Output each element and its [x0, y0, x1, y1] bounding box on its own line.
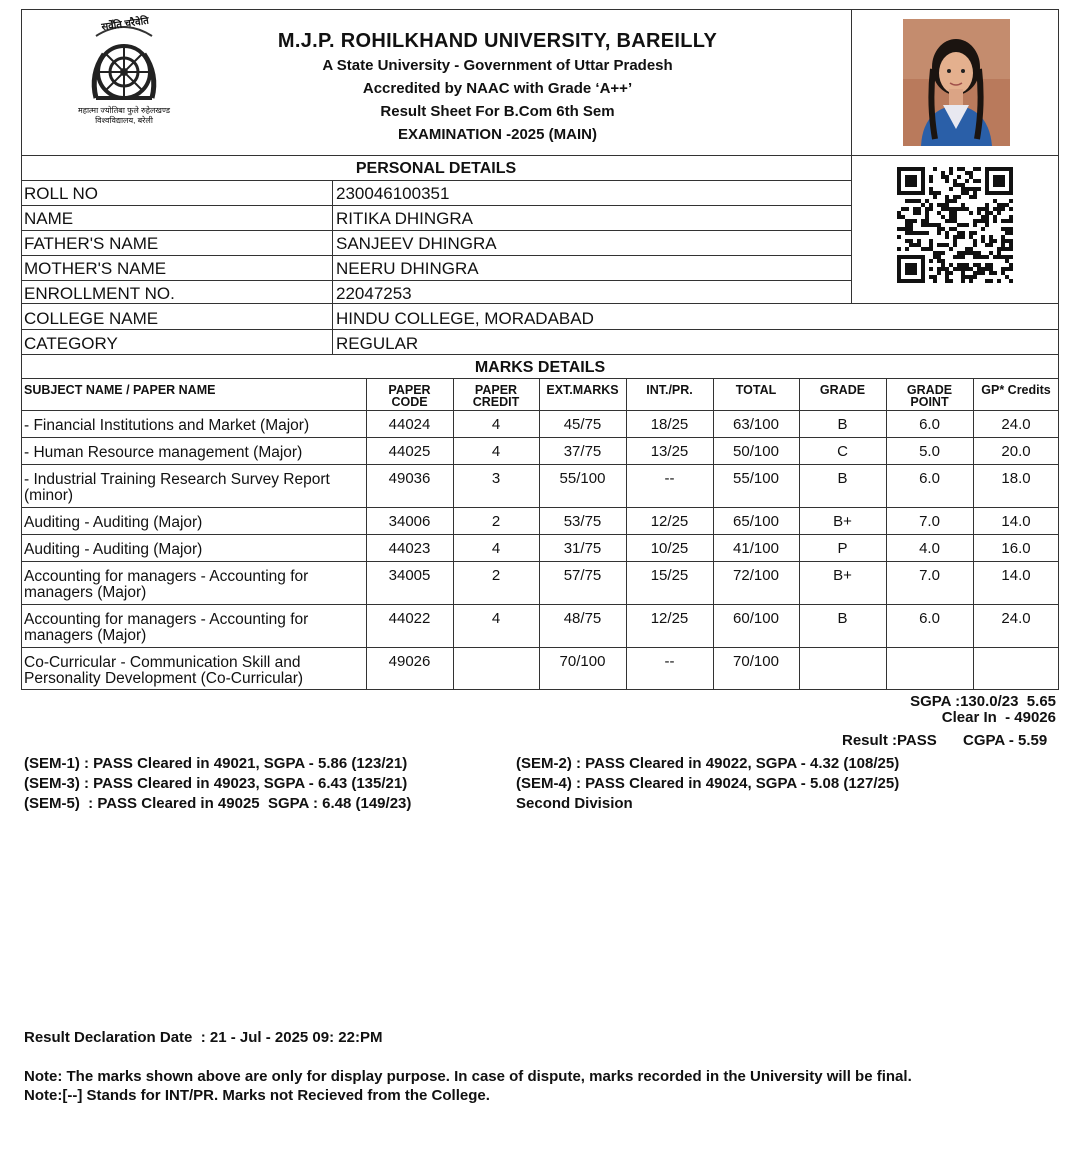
table-cell-ext: 53/75	[563, 513, 602, 530]
table-cell-code: 49036	[388, 470, 431, 487]
table-cell-grade: P	[837, 540, 848, 557]
table-cell-grade: B	[837, 470, 848, 487]
table-cell-grade: B	[837, 416, 848, 433]
logo-text-bottom: महात्मा ज्योतिबा फुले रुहेलखण्ड विश्वविद्यालय, बरेली	[77, 106, 171, 125]
result-status: Result :PASS	[842, 732, 937, 749]
table-cell-int: 10/25	[650, 540, 689, 557]
label-category: CATEGORY	[24, 334, 118, 353]
student-photo	[903, 19, 1010, 146]
value-father-name: SANJEEV DHINGRA	[336, 234, 497, 253]
table-cell-grade-point: 6.0	[919, 470, 940, 487]
table-row-subject: Accounting for managers - Accounting for managers (Major)	[24, 568, 309, 601]
table-cell-int: 12/25	[650, 610, 689, 627]
value-college-name: HINDU COLLEGE, MORADABAD	[336, 309, 594, 328]
sem-5-result: (SEM-5) : PASS Cleared in 49025 SGPA : 6.48 (149/23)	[24, 795, 412, 812]
table-cell-total: 55/100	[733, 470, 779, 487]
header-paper-code-1: PAPER	[388, 383, 431, 397]
table-cell-total: 72/100	[733, 567, 779, 584]
table-row-subject: Auditing - Auditing (Major)	[24, 541, 203, 558]
table-cell-credit: 4	[491, 610, 501, 627]
label-roll-no: ROLL NO	[24, 184, 99, 203]
table-cell-ext: 48/75	[563, 610, 602, 627]
table-cell-credit: 4	[491, 540, 501, 557]
label-father-name: FATHER'S NAME	[24, 234, 159, 253]
table-cell-grade: B+	[833, 513, 852, 530]
header-paper-credit-2: CREDIT	[472, 395, 520, 409]
table-cell-credit: 4	[491, 416, 501, 433]
value-roll-no: 230046100351	[336, 184, 450, 203]
value-name: RITIKA DHINGRA	[336, 209, 473, 228]
personal-details-title: PERSONAL DETAILS	[355, 160, 517, 177]
table-row-subject: - Financial Institutions and Market (Major)	[24, 417, 310, 434]
table-cell-int: --	[664, 653, 675, 670]
table-cell-total: 63/100	[733, 416, 779, 433]
result-sheet-title: Result Sheet For B.Com 6th Sem	[380, 103, 615, 120]
table-cell-int: 15/25	[650, 567, 689, 584]
table-cell-grade-point: 6.0	[919, 416, 940, 433]
header-grade-point-2: POINT	[910, 395, 949, 409]
header-paper-credit-1: PAPER	[474, 383, 518, 397]
table-cell-int: --	[664, 470, 675, 487]
table-row-subject: - Industrial Training Research Survey Report (minor)	[24, 471, 330, 504]
table-cell-int: 12/25	[650, 513, 689, 530]
table-cell-total: 50/100	[733, 443, 779, 460]
table-cell-grade-point: 7.0	[919, 567, 940, 584]
table-row-subject: Accounting for managers - Accounting for managers (Major)	[24, 611, 309, 644]
table-cell-total: 60/100	[733, 610, 779, 627]
header-photo-divider	[851, 9, 852, 156]
university-subtitle: A State University - Government of Uttar Pradesh	[322, 57, 673, 74]
sem-3-result: (SEM-3) : PASS Cleared in 49023, SGPA - 6.43 (135/21)	[24, 775, 408, 792]
table-cell-gp-credits: 20.0	[1001, 443, 1031, 460]
university-logo	[66, 14, 182, 132]
cgpa-value: CGPA - 5.59	[963, 732, 1048, 749]
table-cell-gp-credits: 18.0	[1001, 470, 1031, 487]
table-cell-int: 13/25	[650, 443, 689, 460]
table-cell-ext: 55/100	[559, 470, 606, 487]
table-cell-int: 18/25	[650, 416, 689, 433]
table-cell-grade-point: 4.0	[919, 540, 940, 557]
sem-1-result: (SEM-1) : PASS Cleared in 49021, SGPA - 5.86 (123/21)	[24, 755, 408, 772]
table-cell-ext: 37/75	[563, 443, 602, 460]
clear-in: Clear In - 49026	[941, 709, 1056, 726]
table-row-subject: Auditing - Auditing (Major)	[24, 514, 203, 531]
table-cell-gp-credits: 24.0	[1001, 416, 1031, 433]
header-subject: SUBJECT NAME / PAPER NAME	[24, 383, 216, 397]
table-cell-ext: 31/75	[563, 540, 602, 557]
table-cell-gp-credits: 24.0	[1001, 610, 1031, 627]
table-cell-gp-credits: 16.0	[1001, 540, 1031, 557]
header-grade-point-1: GRADE	[906, 383, 953, 397]
division: Second Division	[516, 795, 633, 812]
table-cell-credit: 2	[491, 513, 501, 530]
table-cell-total: 41/100	[733, 540, 779, 557]
header-int-pr: INT./PR.	[646, 383, 693, 397]
note-int-pr: Note:[--] Stands for INT/PR. Marks not Recieved from the College.	[24, 1087, 490, 1104]
table-cell-code: 49026	[388, 653, 431, 670]
label-college-name: COLLEGE NAME	[24, 309, 159, 328]
table-cell-gp-credits: 14.0	[1001, 513, 1031, 530]
header-paper-code-2: CODE	[391, 395, 428, 409]
sem-4-result: (SEM-4) : PASS Cleared in 49024, SGPA - 5.08 (127/25)	[516, 775, 900, 792]
table-cell-grade-point: 5.0	[919, 443, 940, 460]
table-cell-grade-point: 6.0	[919, 610, 940, 627]
marks-details-title: MARKS DETAILS	[474, 359, 606, 376]
table-cell-grade: B+	[833, 567, 852, 584]
label-enrollment-no: ENROLLMENT NO.	[24, 284, 175, 303]
header-gp-credits: GP* Credits	[981, 383, 1051, 397]
examination-title: EXAMINATION -2025 (MAIN)	[398, 126, 597, 143]
table-cell-code: 44025	[388, 443, 431, 460]
table-row-subject: - Human Resource management (Major)	[24, 444, 303, 461]
table-cell-code: 44023	[388, 540, 431, 557]
value-category: REGULAR	[336, 334, 419, 353]
table-cell-code: 44024	[388, 416, 431, 433]
sem-2-result: (SEM-2) : PASS Cleared in 49022, SGPA - 4.32 (108/25)	[516, 755, 900, 772]
table-cell-credit: 3	[491, 470, 501, 487]
qr-divider	[851, 155, 852, 303]
logo-text-top: सर्वेंति चरैवेति	[100, 15, 150, 34]
table-cell-grade-point: 7.0	[919, 513, 940, 530]
header-total: TOTAL	[735, 383, 777, 397]
table-cell-ext: 45/75	[563, 416, 602, 433]
qr-code	[897, 167, 1013, 283]
accreditation: Accredited by NAAC with Grade ‘A++’	[362, 80, 633, 97]
university-name: M.J.P. ROHILKHAND UNIVERSITY, BAREILLY	[277, 30, 718, 52]
header-grade: GRADE	[819, 383, 866, 397]
label-mother-name: MOTHER'S NAME	[24, 259, 167, 278]
table-cell-code: 34005	[388, 567, 431, 584]
header-ext-marks: EXT.MARKS	[546, 383, 619, 397]
note-display-purpose: Note: The marks shown above are only for display purpose. In case of dispute, marks recorded in the University will be final.	[24, 1068, 912, 1085]
table-cell-ext: 57/75	[563, 567, 602, 584]
label-name: NAME	[24, 209, 74, 228]
table-cell-grade: C	[837, 443, 848, 460]
value-enrollment-no: 22047253	[336, 284, 412, 303]
table-cell-total: 65/100	[733, 513, 779, 530]
table-cell-total: 70/100	[733, 653, 779, 670]
table-cell-ext: 70/100	[559, 653, 606, 670]
table-cell-credit: 4	[491, 443, 501, 460]
table-cell-code: 34006	[388, 513, 431, 530]
sgpa-summary: SGPA :130.0/23 5.65	[910, 693, 1056, 710]
table-cell-credit: 2	[491, 567, 501, 584]
result-declaration-date: Result Declaration Date : 21 - Jul - 2025 09: 22:PM	[24, 1029, 383, 1046]
value-mother-name: NEERU DHINGRA	[336, 259, 479, 278]
table-cell-gp-credits: 14.0	[1001, 567, 1031, 584]
table-cell-code: 44022	[388, 610, 431, 627]
table-row-subject: Co-Curricular - Communication Skill and Personality Development (Co-Curricular)	[24, 654, 304, 687]
table-cell-grade: B	[837, 610, 848, 627]
